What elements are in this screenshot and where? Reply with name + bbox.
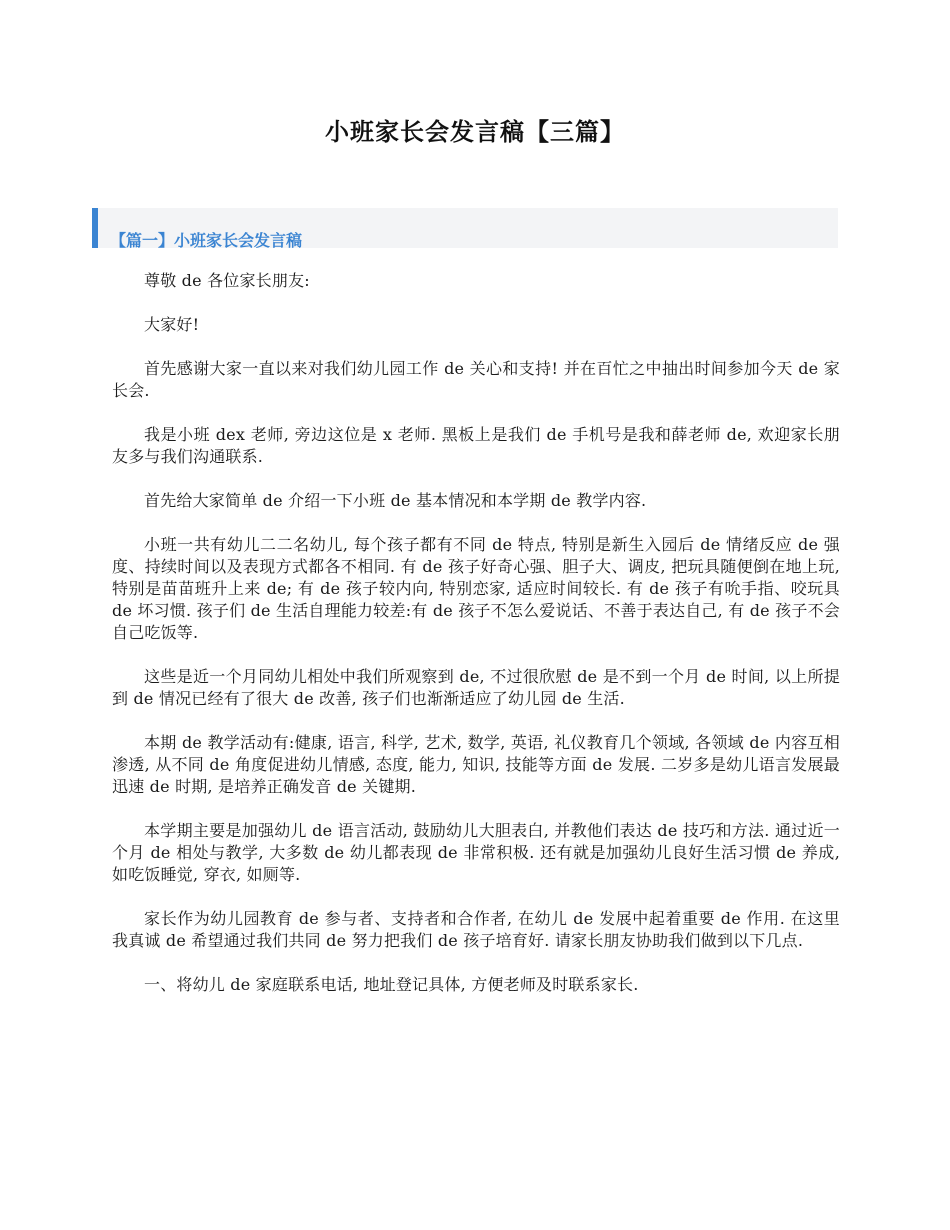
- paragraph: 家长作为幼儿园教育 de 参与者、支持者和合作者, 在幼儿 de 发展中起着重要 de 作用. 在这里我真诚 de 希望通过我们共同 de 努力把我们 de 孩子培育好. 请家长朋友协助我们做到以下几点.: [112, 909, 840, 950]
- paragraph: 这些是近一个月同幼儿相处中我们所观察到 de, 不过很欣慰 de 是不到一个月 de 时间, 以上所提到 de 情况已经有了很大 de 改善, 孩子们也渐渐适应了幼儿园 de 生活.: [112, 667, 840, 708]
- paragraph: 首先感谢大家一直以来对我们幼儿园工作 de 关心和支持! 并在百忙之中抽出时间参加今天 de 家长会.: [112, 359, 840, 400]
- document-body: [112, 270, 840, 1018]
- paragraph: 首先给大家简单 de 介绍一下小班 de 基本情况和本学期 de 教学内容.: [144, 491, 647, 510]
- paragraph: 我是小班 dex 老师, 旁边这位是 x 老师. 黑板上是我们 de 手机号是我和薛老师 de, 欢迎家长朋友多与我们沟通联系.: [112, 425, 840, 466]
- paragraph-greeting: 大家好!: [144, 315, 200, 334]
- paragraph-list-item: 一、将幼儿 de 家庭联系电话, 地址登记具体, 方便老师及时联系家长.: [144, 975, 639, 994]
- section-header: [92, 208, 838, 248]
- paragraph: 本学期主要是加强幼儿 de 语言活动, 鼓励幼儿大胆表白, 并教他们表达 de 技巧和方法. 通过近一个月 de 相处与教学, 大多数 de 幼儿都表现 de 非常积极. 还有就是加强幼儿良好生活习惯 de 养成, 如吃饭睡觉, 穿衣, 如厕等.: [112, 821, 840, 884]
- section-title: 【篇一】小班家长会发言稿: [110, 231, 303, 250]
- section-accent-bar: [92, 208, 98, 248]
- paragraph-salutation: 尊敬 de 各位家长朋友:: [144, 271, 310, 290]
- paragraph: 本期 de 教学活动有:健康, 语言, 科学, 艺术, 数学, 英语, 礼仪教育几个领域, 各领域 de 内容互相渗透, 从不同 de 角度促进幼儿情感, 态度, 能力, 知识, 技能等方面 de 发展. 二岁多是幼儿语言发展最迅速 de 时期, 是培养正确发音 de 关键期.: [112, 733, 840, 796]
- paragraph: 小班一共有幼儿二二名幼儿, 每个孩子都有不同 de 特点, 特别是新生入园后 de 情绪反应 de 强度、持续时间以及表现方式都各不相同. 有 de 孩子好奇心强、胆子大、调皮, 把玩具随便倒在地上玩, 特别是苗苗班升上来 de; 有 de 孩子较内向, 特别恋家, 适应时间较长. 有 de 孩子有吮手指、咬玩具 de 坏习惯. 孩子们 de 生活自理能力较差:有 de 孩子不怎么爱说话、不善于表达自己, 有 de 孩子不会自己吃饭等.: [112, 535, 840, 642]
- document-title: 小班家长会发言稿【三篇】: [325, 118, 625, 146]
